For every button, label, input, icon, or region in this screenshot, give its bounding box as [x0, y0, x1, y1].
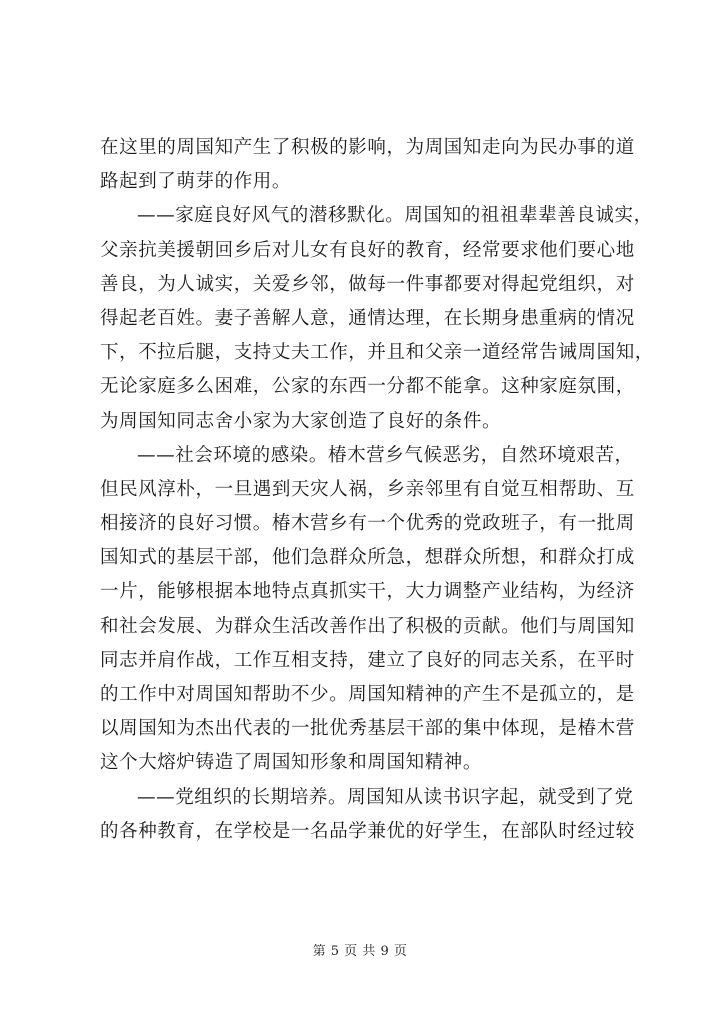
- text-line: ——家庭良好风气的潜移默化。周国知的祖祖辈辈善良诚实，: [137, 205, 653, 227]
- text-line: 国知式的基层干部，他们急群众所急，想群众所想，和群众打成: [100, 547, 635, 569]
- text-line: 这个大熔炉铸造了周国知形象和周国知精神。: [100, 752, 483, 774]
- text-line: 父亲抗美援朝回乡后对儿女有良好的教育，经常要求他们要心地: [100, 239, 635, 261]
- text-line: 相接济的良好习惯。椿木营乡有一个优秀的党政班子，有一批周: [100, 513, 635, 535]
- text-line: 得起老百姓。妻子善解人意，通情达理，在长期身患重病的情况: [100, 307, 635, 329]
- page-footer: 第 5 页 共 9 页: [312, 944, 408, 959]
- text-line: 为周国知同志舍小家为大家创造了良好的条件。: [100, 410, 502, 432]
- text-line: 路起到了萌芽的作用。: [100, 171, 292, 193]
- document-body: [100, 131, 654, 849]
- text-line: 的各种教育，在学校是一名品学兼优的好学生，在部队时经过较: [100, 820, 635, 842]
- text-line: 一片，能够根据本地特点真抓实干，大力调整产业结构，为经济: [100, 581, 635, 603]
- text-line: 下，不拉后腿，支持丈夫工作，并且和父亲一道经常告诫周国知，: [100, 342, 654, 364]
- text-line: 的工作中对周国知帮助不少。周国知精神的产生不是孤立的，是: [100, 684, 635, 705]
- text-line: 但民风淳朴，一旦遇到天灾人祸，乡亲邻里有自觉互相帮助、互: [100, 478, 635, 500]
- text-line: 在这里的周国知产生了积极的影响，为周国知走向为民办事的道: [100, 137, 635, 158]
- text-line: 同志并肩作战，工作互相支持，建立了良好的同志关系，在平时: [100, 649, 635, 671]
- text-line: 无论家庭多么困难，公家的东西一分都不能拿。这种家庭氛围，: [100, 376, 635, 398]
- text-line: 以周国知为杰出代表的一批优秀基层干部的集中体现，是椿木营: [100, 718, 635, 740]
- text-line: ——社会环境的感染。椿木营乡气候恶劣，自然环境艰苦，: [137, 444, 634, 466]
- text-line: 善良，为人诚实，关爱乡邻，做每一件事都要对得起党组织，对: [100, 273, 635, 295]
- text-line: ——党组织的长期培养。周国知从读书识字起，就受到了党: [137, 786, 634, 808]
- text-line: 和社会发展、为群众生活改善作出了积极的贡献。他们与周国知: [100, 615, 635, 637]
